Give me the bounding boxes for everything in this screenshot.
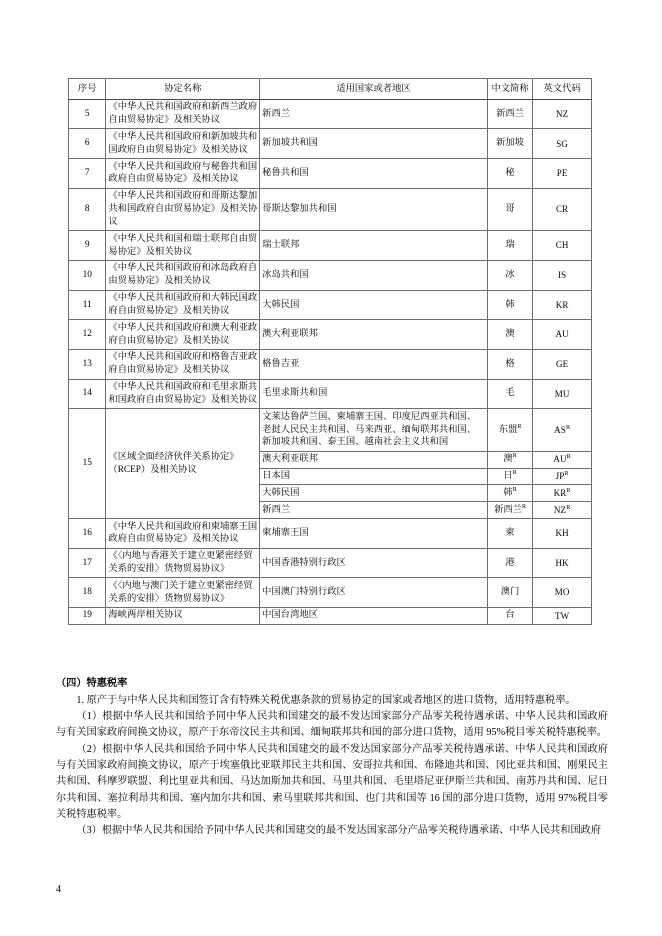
cell-applicable-area: 新西兰 <box>260 99 488 129</box>
table-row <box>69 129 592 159</box>
cell-seq: 13 <box>69 349 106 379</box>
page-number: 4 <box>56 884 61 895</box>
cell-chinese-abbr: 东盟$^R$ <box>487 409 533 451</box>
cell-applicable-area: 冰岛共和国 <box>260 260 488 290</box>
cell-agreement-name: 《〈内地与香港关于建立更紧密经贸关系的安排〉货物贸易协议》 <box>106 548 260 578</box>
cell-seq: 17 <box>69 548 106 578</box>
paragraph: （3）根据中华人民共和国给予同中华人民共和国建交的最不发达国家部分产品零关税待遇承诺、中华人民共和国政府 <box>76 825 602 837</box>
table-row <box>69 320 592 350</box>
cell-english-code: CH <box>533 231 592 261</box>
cell-english-code: KR <box>533 290 592 320</box>
cell-seq: 5 <box>69 99 106 129</box>
section-paragraphs <box>56 693 608 840</box>
cell-agreement-name: 《〈内地与澳门关于建立更紧密经贸关系的安排〉货物贸易协议》 <box>106 578 260 608</box>
cell-english-code: MU <box>533 379 592 409</box>
cell-applicable-area: 文莱达鲁萨兰国、柬埔寨王国、印度尼西亚共和国、老挝人民民主共和国、马来西亚、缅甸联邦共和国、新加坡共和国、泰王国、越南社会主义共和国 <box>260 409 488 451</box>
table-row <box>69 409 592 451</box>
cell-applicable-area: 大韩民国 <box>260 290 488 320</box>
cell-applicable-area: 中国澳门特别行政区 <box>260 578 488 608</box>
cell-applicable-area: 新加坡共和国 <box>260 129 488 159</box>
cell-agreement-name: 《中华人民共和国政府与秘鲁共和国政府自由贸易协定》及相关协议 <box>106 159 260 189</box>
footnote-marker: R <box>517 423 522 430</box>
table-row <box>69 260 592 290</box>
cell-chinese-abbr: 澳 <box>487 320 533 350</box>
cell-chinese-abbr: 秘 <box>487 159 533 189</box>
cell-applicable-area: 中国香港特别行政区 <box>260 548 488 578</box>
footnote-marker: R <box>512 469 517 476</box>
cell-applicable-area: 澳大利亚联邦 <box>260 320 488 350</box>
cell-english-code: AU <box>533 320 592 350</box>
cell-english-code: HK <box>533 548 592 578</box>
cell-agreement-name: 《中华人民共和国政府和大韩民国政府自由贸易协定》及相关协议 <box>106 290 260 320</box>
cell-agreement-name: 《中华人民共和国政府和柬埔寨王国政府自由贸易协定》及相关协议 <box>106 519 260 549</box>
table-row <box>69 607 592 624</box>
cell-seq: 15 <box>69 409 106 519</box>
table-body <box>69 99 592 624</box>
cell-english-code: IS <box>533 260 592 290</box>
cell-applicable-area: 秘鲁共和国 <box>260 159 488 189</box>
cell-agreement-name: 《中华人民共和国政府和新西兰政府自由贸易协定》及相关协议 <box>106 99 260 129</box>
cell-seq: 10 <box>69 260 106 290</box>
column-header-agreement-name: 协定名称 <box>106 79 260 100</box>
cell-seq: 18 <box>69 578 106 608</box>
cell-english-code: PE <box>533 159 592 189</box>
cell-english-code: KH <box>533 519 592 549</box>
cell-applicable-area: 澳大利亚联邦 <box>260 451 488 468</box>
footnote-marker: R <box>566 424 571 431</box>
footnote-marker: R <box>566 488 571 495</box>
cell-seq: 6 <box>69 129 106 159</box>
column-header-chinese-abbr: 中文简称 <box>487 79 533 100</box>
cell-chinese-abbr: 柬 <box>487 519 533 549</box>
cell-english-code: $NZ^R$ <box>533 502 592 519</box>
table-row <box>69 379 592 409</box>
cell-applicable-area: 哥斯达黎加共和国 <box>260 188 488 230</box>
cell-applicable-area: 中国台湾地区 <box>260 607 488 624</box>
footnote-marker: R <box>564 471 569 478</box>
paragraph: （2）根据中华人民共和国给予同中华人民共和国建交的最不发达国家部分产品零关税待遇承诺、中华人民共和国政府与有关国家政府间换文协议，原产于埃塞俄比亚联邦民主共和国、安哥拉共和国、布隆迪共和国、冈比亚共和国、刚果民主共和国、科摩罗联盟、利比里亚共和国、马达加斯加共和国、马里共和国、毛里塔尼亚伊斯兰共和国、南苏丹共和国、尼日尔共和国、塞拉利昂共和国、塞内加尔共和国、索马里联邦共和国、也门共和国等 16 国的部分进口货物，适用 97%税目零关税特惠税率。 <box>56 743 608 820</box>
column-header-english-code: 英文代码 <box>533 79 592 100</box>
table-row <box>69 188 592 230</box>
table-row <box>69 519 592 549</box>
trade-agreements-table <box>68 78 592 625</box>
cell-applicable-area: 格鲁吉亚 <box>260 349 488 379</box>
cell-english-code: $AS^R$ <box>533 409 592 451</box>
table-row <box>69 578 592 608</box>
cell-applicable-area: 柬埔寨王国 <box>260 519 488 549</box>
cell-english-code: $AU^R$ <box>533 451 592 468</box>
cell-seq: 19 <box>69 607 106 624</box>
cell-applicable-area: 日本国 <box>260 468 488 485</box>
paragraph: 1. 原产于与中华人民共和国签订含有特殊关税优惠条款的贸易协定的国家或者地区的进口货物，适用特惠税率。 <box>76 694 576 706</box>
table-row <box>69 231 592 261</box>
cell-seq: 14 <box>69 379 106 409</box>
cell-chinese-abbr: 格 <box>487 349 533 379</box>
cell-chinese-abbr: 冰 <box>487 260 533 290</box>
cell-chinese-abbr: 澳门 <box>487 578 533 608</box>
cell-seq: 9 <box>69 231 106 261</box>
footnote-marker: R <box>512 486 517 493</box>
cell-english-code: GE <box>533 349 592 379</box>
table-row <box>69 159 592 189</box>
cell-english-code: $JP^R$ <box>533 468 592 485</box>
cell-english-code: MO <box>533 578 592 608</box>
footnote-marker: R <box>566 504 571 511</box>
cell-agreement-name: 海峡两岸相关协议 <box>106 607 260 624</box>
cell-english-code: CR <box>533 188 592 230</box>
cell-english-code: $KR^R$ <box>533 485 592 502</box>
trade-agreements-table-container <box>68 78 592 625</box>
cell-chinese-abbr: 新西兰$^R$ <box>487 502 533 519</box>
table-row <box>69 548 592 578</box>
cell-agreement-name: 《中华人民共和国政府和格鲁吉亚政府自由贸易协定》及相关协议 <box>106 349 260 379</box>
cell-chinese-abbr: 日$^R$ <box>487 468 533 485</box>
cell-chinese-abbr: 港 <box>487 548 533 578</box>
cell-agreement-name: 《区域全面经济伙伴关系协定》（RCEP）及相关协议 <box>106 409 260 519</box>
table-row <box>69 99 592 129</box>
special-preferential-rate-section <box>56 676 608 840</box>
table-header <box>69 79 592 100</box>
cell-chinese-abbr: 新加坡 <box>487 129 533 159</box>
footnote-marker: R <box>512 453 517 460</box>
cell-agreement-name: 《中华人民共和国政府和新加坡共和国政府自由贸易协定》及相关协议 <box>106 129 260 159</box>
column-header-seq: 序号 <box>69 79 106 100</box>
cell-chinese-abbr: 韩 <box>487 290 533 320</box>
cell-chinese-abbr: 台 <box>487 607 533 624</box>
cell-agreement-name: 《中华人民共和国政府和澳大利亚政府自由贸易协定》及相关协议 <box>106 320 260 350</box>
cell-english-code: NZ <box>533 99 592 129</box>
cell-chinese-abbr: 澳$^R$ <box>487 451 533 468</box>
cell-chinese-abbr: 新西兰 <box>487 99 533 129</box>
cell-seq: 11 <box>69 290 106 320</box>
cell-chinese-abbr: 瑞 <box>487 231 533 261</box>
table-row <box>69 349 592 379</box>
cell-agreement-name: 《中华人民共和国政府和毛里求斯共和国政府自由贸易协定》及相关协议 <box>106 379 260 409</box>
cell-chinese-abbr: 毛 <box>487 379 533 409</box>
cell-applicable-area: 瑞士联邦 <box>260 231 488 261</box>
paragraph: （1）根据中华人民共和国给予同中华人民共和国建交的最不发达国家部分产品零关税待遇承诺、中华人民共和国政府与有关国家政府间换文协议，原产于东帝汶民主共和国、缅甸联邦共和国的部分进口货物，适用 95%税目零关税特惠税率。 <box>56 711 608 739</box>
table-row <box>69 290 592 320</box>
column-header-applicable-area: 适用国家或者地区 <box>260 79 488 100</box>
cell-chinese-abbr: 韩$^R$ <box>487 485 533 502</box>
cell-applicable-area: 毛里求斯共和国 <box>260 379 488 409</box>
cell-seq: 16 <box>69 519 106 549</box>
cell-applicable-area: 新西兰 <box>260 502 488 519</box>
table-header-row <box>69 79 592 100</box>
cell-english-code: SG <box>533 129 592 159</box>
cell-english-code: TW <box>533 607 592 624</box>
cell-applicable-area: 大韩民国 <box>260 485 488 502</box>
footnote-marker: R <box>521 503 526 510</box>
cell-seq: 8 <box>69 188 106 230</box>
cell-seq: 12 <box>69 320 106 350</box>
section-heading: （四）特惠税率 <box>56 678 128 689</box>
cell-chinese-abbr: 哥 <box>487 188 533 230</box>
cell-agreement-name: 《中华人民共和国政府和冰岛政府自由贸易协定》及相关协议 <box>106 260 260 290</box>
cell-seq: 7 <box>69 159 106 189</box>
cell-agreement-name: 《中华人民共和国政府和哥斯达黎加共和国政府自由贸易协定》及相关协议 <box>106 188 260 230</box>
footnote-marker: R <box>566 454 571 461</box>
cell-agreement-name: 《中华人民共和国和瑞士联邦自由贸易协定》及相关协议 <box>106 231 260 261</box>
